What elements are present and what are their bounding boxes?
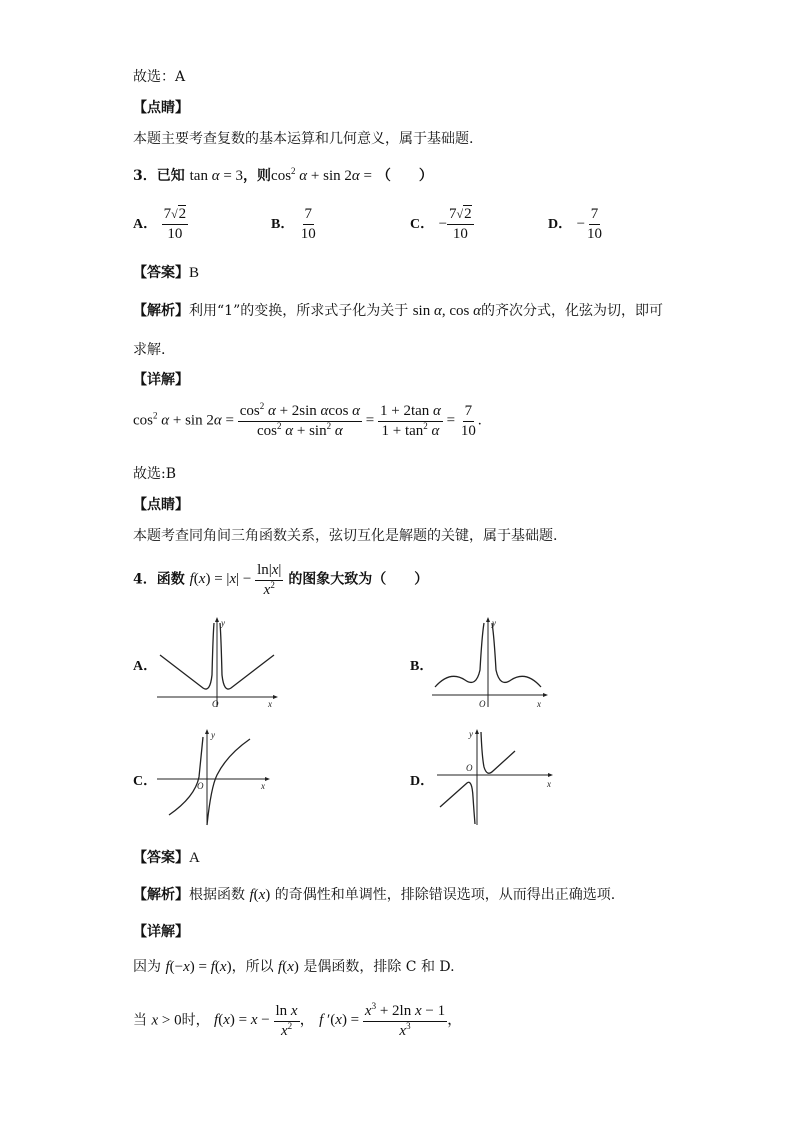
svg-text:x: x	[547, 779, 551, 789]
q4-function: f(x) = |x| − $\frac{\ln|x|}{x^2}$	[189, 562, 282, 598]
q3-answer	[133, 262, 199, 282]
q4-opt-c-label: C．	[133, 774, 158, 789]
q3-stem-suffix: （ ）	[376, 168, 433, 184]
q4-detail-2-a: 当	[133, 1012, 147, 1029]
svg-text:y: y	[469, 729, 473, 739]
comment-line: 本题主要考查复数的基本运算和几何意义，属于基础题.	[133, 131, 474, 147]
svg-text:x: x	[261, 781, 265, 791]
q4-answer-value: A	[189, 850, 200, 866]
q3-choice-line: 故选:B	[133, 466, 177, 482]
svg-text:y: y	[492, 618, 496, 628]
q3-option-c: C． − $\frac{7√2}{10}$	[410, 206, 472, 242]
q4-graph-a	[155, 615, 280, 710]
xiangjie-heading-2: 【详解】	[133, 924, 189, 940]
q3-opt-a-label: A．	[133, 217, 158, 232]
svg-text:O: O	[466, 763, 473, 773]
q3-opt-c-value: $\frac{7√2}{10}$	[449, 206, 472, 242]
dianjing-heading-2: 【点睛】	[133, 497, 189, 513]
q3-opt-d-value: $\frac{7}{10}$	[587, 206, 603, 242]
jiexi-tag: 【解析】	[133, 303, 189, 319]
q3-opt-b-label: B．	[271, 217, 295, 232]
q4-jiexi-text-1: 根据函数	[189, 887, 245, 903]
q4-stem	[133, 562, 428, 598]
q4-graph-c	[155, 727, 275, 827]
q3-option-b	[271, 206, 318, 242]
q3-opt-b-value: $\frac{7}{10}$	[300, 206, 316, 242]
q4-stem-suffix: 的图象大致为（ ）	[288, 571, 429, 588]
prev-choice-line: 故选：A	[133, 69, 186, 85]
q3-jiexi-line2: 求解.	[133, 342, 166, 358]
q4-stem-prefix: 函数	[156, 571, 185, 588]
xiangjie-heading: 【详解】	[133, 372, 189, 388]
q4-detail-1	[133, 956, 455, 976]
svg-text:x: x	[268, 699, 272, 709]
q3-opt-d-label: D．	[548, 217, 573, 232]
q3-opt-c-label: C．	[410, 217, 435, 232]
q4-jiexi	[133, 884, 615, 904]
q4-evenness-eq: f(−x) = f(x)	[165, 959, 232, 975]
q4-fx: f(x)	[278, 959, 299, 975]
q4-detail-2	[133, 1003, 462, 1039]
q3-jiexi-text-2: 的齐次分式，化弦为切，即可	[480, 303, 663, 319]
q4-number: 4．	[133, 571, 157, 588]
svg-text:y: y	[221, 618, 225, 628]
q4-opt-d-label: D．	[410, 774, 435, 789]
q4-detail-2-b: 时，	[181, 1012, 210, 1029]
q4-derivative: f ′(x) = $\frac{x^3 + 2\ln x - 1}{x^3}$ ，	[319, 1001, 463, 1039]
q3-number: 3．	[133, 168, 157, 184]
jiexi-tag-2: 【解析】	[133, 887, 189, 903]
q4-domain-cond: x > 0	[151, 1012, 182, 1029]
q3-option-a	[133, 206, 188, 242]
svg-text:y: y	[211, 730, 215, 740]
q3-jiexi-math: sin α, cos α	[412, 303, 481, 319]
q3-option-d: D． − $\frac{7}{10}$	[548, 206, 603, 242]
answer-tag-2: 【答案】	[133, 850, 189, 866]
q3-expression: $\cos^2 \alpha + \sin 2\alpha$ =	[271, 166, 372, 184]
answer-tag: 【答案】	[133, 265, 189, 281]
svg-text:O: O	[479, 699, 486, 709]
q3-opt-a-value: $\frac{7√2}{10}$	[163, 206, 187, 242]
q3-comment: 本题考查同角间三角函数关系，弦切互化是解题的关键，属于基础题.	[133, 528, 558, 544]
svg-text:O: O	[212, 699, 219, 709]
q3-stem-prefix: 已知	[156, 168, 185, 184]
q3-condition: tan α = 3	[189, 168, 244, 184]
svg-text:O: O	[197, 781, 204, 791]
q4-opt-b-label: B．	[410, 659, 434, 674]
q3-jiexi	[133, 300, 663, 320]
q4-jiexi-math: f(x)	[249, 887, 271, 903]
q4-detail-1-a: 因为	[133, 959, 161, 975]
q3-stem	[133, 165, 433, 185]
q4-graph-b	[430, 615, 555, 710]
q4-answer	[133, 847, 200, 867]
q3-stem-mid: ，则	[243, 168, 272, 184]
q3-derivation: $\cos^2 \alpha + \sin 2\alpha$ = $\frac{\cos^2 \alpha + 2\sin \alpha\cos \alpha}{\cos^2 \alpha + \sin^2 \alpha}$ = $\frac{\text{1 + 2tan α}}{1 + \tan^2 \alpha}$ = $\frac{7}{10}$ .	[133, 401, 482, 439]
q4-opt-a-label: A．	[133, 659, 158, 674]
q4-graph-d	[435, 727, 560, 827]
q4-detail-1-c: 是偶函数，排除 C 和 D.	[303, 959, 455, 975]
q4-jiexi-text-2: 的奇偶性和单调性，排除错误选项，从而得出正确选项.	[274, 887, 616, 903]
q4-fx-positive: f(x) = x − $\frac{\text{ln x}}{x^2}$ ，	[214, 1003, 315, 1039]
q3-answer-value: B	[189, 265, 200, 281]
q4-detail-1-b: ，所以	[231, 959, 274, 975]
dianjing-heading: 【点睛】	[133, 100, 189, 116]
q3-jiexi-text-1: 利用“1”的变换，所求式子化为关于	[189, 303, 409, 319]
svg-text:x: x	[537, 699, 541, 709]
